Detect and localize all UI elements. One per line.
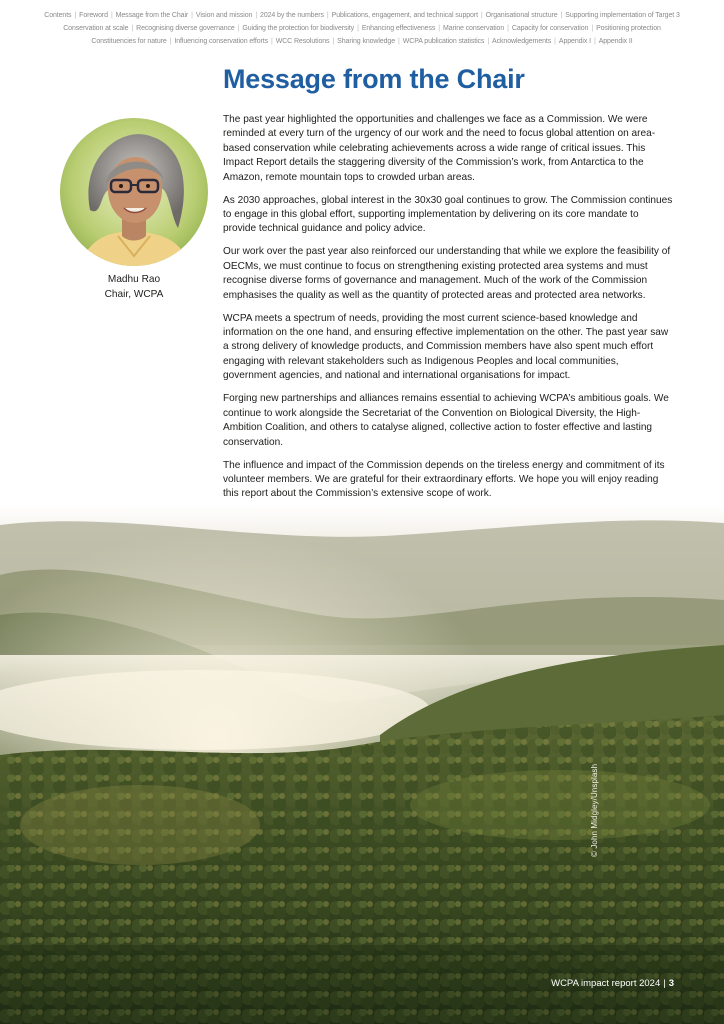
nav-separator: | bbox=[332, 38, 335, 45]
nav-separator: | bbox=[560, 12, 563, 19]
nav-link[interactable]: Capacity for conservation bbox=[511, 25, 589, 32]
paragraph: The influence and impact of the Commission depends on the tireless energy and commitment of its volunteer members. We are grateful for their extraordinary efforts. We hope you will enjoy reading this report about the Commission’s extensive scope of work. bbox=[223, 459, 665, 500]
nav-link[interactable]: Enhancing effectiveness bbox=[361, 25, 436, 32]
nav-link[interactable]: Supporting implementation of Target 3 bbox=[565, 12, 680, 19]
paragraph: As 2030 approaches, global interest in the 30x30 goal continues to grow. The Commission continues to engage in this global effort, supporting implementation by delivering on its core mandate to provide technical guidance and policy advice. bbox=[223, 194, 673, 235]
nav-separator: | bbox=[480, 12, 483, 19]
chair-name: Madhu Rao bbox=[107, 274, 161, 285]
nav-link[interactable]: Contents bbox=[44, 12, 72, 19]
message-body bbox=[223, 113, 673, 510]
nav-separator: | bbox=[255, 12, 258, 19]
nav-link[interactable]: WCPA publication statistics bbox=[402, 38, 485, 45]
nav-separator: | bbox=[110, 12, 113, 19]
top-navigation bbox=[20, 9, 704, 48]
nav-separator: | bbox=[270, 38, 273, 45]
photo-credit: © John Midgley/Unsplash bbox=[590, 763, 599, 857]
portrait-caption bbox=[60, 273, 208, 302]
nav-separator: | bbox=[593, 38, 596, 45]
nav-separator: | bbox=[438, 25, 440, 32]
nav-separator: | bbox=[357, 25, 359, 32]
nav-separator: | bbox=[507, 25, 509, 32]
paragraph: Forging new partnerships and alliances remains essential to achieving WCPA’s ambitious goals. We continue to work alongside the Secretariat of the Convention on Biological Diversity, the High-Ambition Coalition, and others to catalyse aligned, collective action to foster effective and lasting conservation. bbox=[223, 393, 669, 448]
nav-row bbox=[20, 9, 704, 22]
nav-separator: | bbox=[191, 12, 193, 19]
nav-link[interactable]: Influencing conservation efforts bbox=[174, 38, 268, 45]
nav-link[interactable]: Guiding the protection for biodiversity bbox=[242, 25, 355, 32]
nav-separator: | bbox=[74, 12, 77, 19]
nav-link[interactable]: Foreword bbox=[79, 12, 108, 19]
nav-separator: | bbox=[398, 38, 400, 45]
nav-separator: | bbox=[237, 25, 240, 32]
nav-link[interactable]: Marine conservation bbox=[443, 25, 505, 32]
nav-link[interactable]: Appendix II bbox=[598, 38, 633, 45]
nav-link[interactable]: Appendix I bbox=[558, 38, 591, 45]
nav-link[interactable]: Publications, engagement, and technical support bbox=[331, 12, 478, 19]
page-footer bbox=[551, 978, 674, 989]
report-name: WCPA impact report 2024 bbox=[551, 978, 661, 989]
nav-link[interactable]: Conservation at scale bbox=[63, 25, 129, 32]
nav-row bbox=[20, 35, 704, 48]
nav-separator: | bbox=[131, 25, 134, 32]
chair-role: Chair, WCPA bbox=[104, 288, 164, 300]
nav-link[interactable]: Organisational structure bbox=[485, 12, 558, 19]
nav-link[interactable]: Positioning protection bbox=[596, 25, 661, 32]
nav-link[interactable]: Message from the Chair bbox=[115, 12, 189, 19]
nav-separator: | bbox=[169, 38, 172, 45]
nav-link[interactable]: WCC Resolutions bbox=[275, 38, 330, 45]
footer-separator: | bbox=[663, 978, 666, 989]
nav-separator: | bbox=[487, 38, 490, 45]
nav-separator: | bbox=[326, 12, 329, 19]
nav-link[interactable]: Acknowledgements bbox=[492, 38, 552, 45]
nav-link[interactable]: Recognising diverse governance bbox=[136, 25, 235, 32]
nav-row bbox=[20, 22, 704, 35]
paragraph: The past year highlighted the opportunities and challenges we face as a Commission. We were reminded at every turn of the urgency of our work and the need to focus global attention on area-based conservation while celebrating achievements across a wide range of critical issues. This Impact Report details the staggering diversity of the Commission’s work, from Antarctica to the Amazon, remote mountain tops to crowded urban areas. bbox=[223, 114, 656, 183]
nav-link[interactable]: 2024 by the numbers bbox=[260, 12, 324, 19]
nav-link[interactable]: Vision and mission bbox=[195, 12, 253, 19]
nav-separator: | bbox=[554, 38, 556, 45]
nav-link[interactable]: Constituencies for nature bbox=[91, 38, 167, 45]
forest-landscape-photo bbox=[0, 505, 724, 1024]
nav-link[interactable]: Sharing knowledge bbox=[337, 38, 396, 45]
page-title: Message from the Chair bbox=[223, 64, 525, 94]
chair-portrait bbox=[60, 118, 208, 266]
page-number: 3 bbox=[668, 978, 674, 989]
paragraph: WCPA meets a spectrum of needs, providing the most current science-based knowledge and information on the one hand, and ensuring effective implementation on the other. The past year saw a strong delivery of knowledge products, and Commission members have also spent much effort engaging with relevant stakeholders such as Indigenous Peoples and local communities, government agencies, and national and international organisations for impact. bbox=[223, 312, 669, 382]
paragraph: Our work over the past year also reinforced our understanding that while we explore the feasibility of OECMs, we must continue to focus on strengthening existing protected area systems and must recognise diverse forms of governance and management. Much of the work of the Commission emphasises the quality as well as the quantity of protected areas and protected area networks. bbox=[223, 246, 671, 301]
nav-separator: | bbox=[591, 25, 594, 32]
